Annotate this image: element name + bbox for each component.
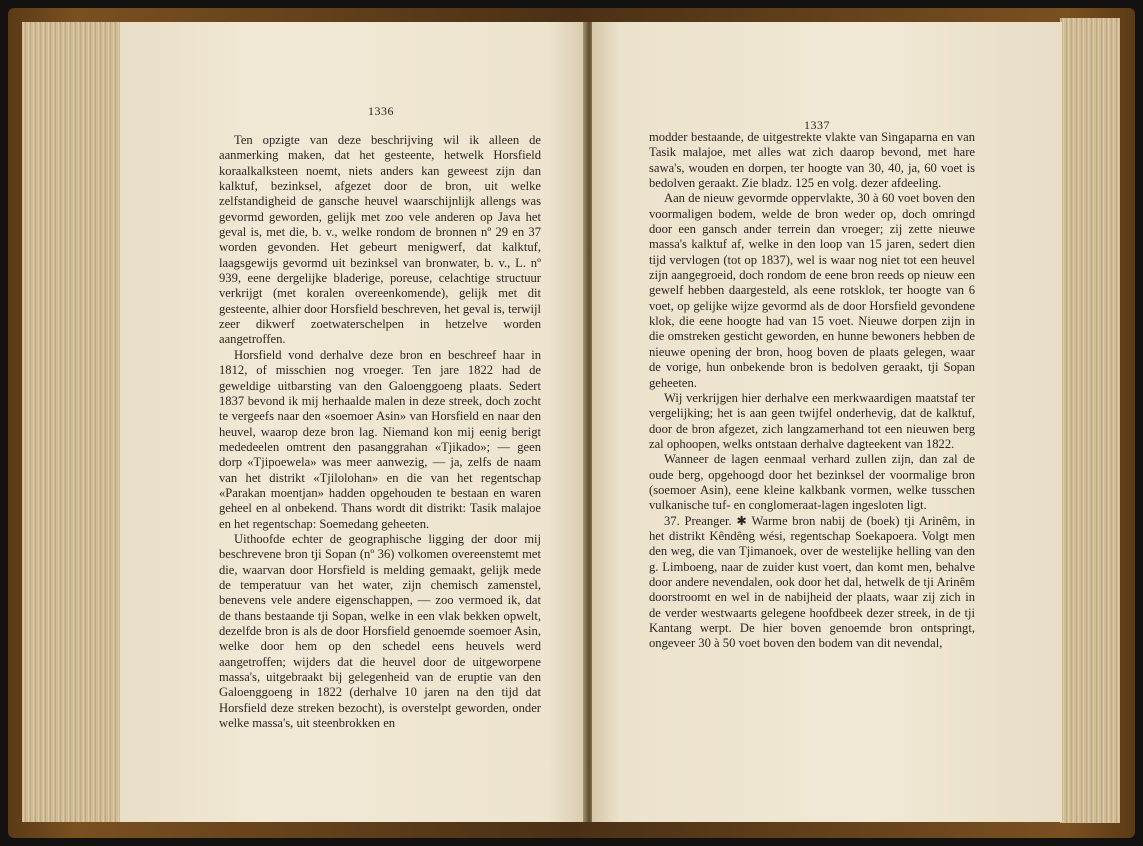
right-page — [592, 22, 1062, 822]
right-page-edges — [1060, 18, 1120, 823]
paragraph: Horsfield vond derhalve deze bron en beschreef haar in 1812, of misschien nog vroeger. Ten jare 1822 had de geweldige uitbarsting van den Galoenggoeng plaats. Sedert 1837 bevond ik mij herhaalde malen in deze streek, doch zocht te vergeefs naar den «soemoer Asin» van Horsfield en naar den heuvel, waarop deze bron lag. Niemand kon mij eenig berigt mededeelen omtrent den pasanggrahan «Tjikado»; — geen dorp «Tjipoewela» was meer aanwezig, — ja, zelfs de naam van het distrikt «Tjilolohan» en die van het regentschap «Parakan moentjan» hadden opgehouden te bestaan en waren geheel en al onbekend. Thans wordt dit distrikt: Tasik malajoe en het regentschap: Soemedang geheeten. — [219, 347, 541, 531]
paragraph: Wij verkrijgen hier derhalve een merkwaardigen maatstaf ter vergelijking; het is aan geen twijfel onderhevig, dat de kalktuf, door de bron afgezet, zich langzamerhand tot een nieuwen berg zal ophoopen, welks ontstaan derhalve dagteekent van 1822. — [649, 390, 975, 451]
left-page — [120, 22, 585, 822]
paragraph: Ten opzigte van deze beschrijving wil ik alleen de aanmerking maken, dat het gesteente, hetwelk Horsfield koraalkalksteen noemt, niets anders kan geweest zijn dan kalktuf, bezinksel, afgezet door de bron, uit welke zelfstandigheid de gansche heuvel waarschijnlijk allengs was gevormd geworden, gelijk met zoo vele anderen op Java het geval is, met die, b. v., welke rondom de bronnen nº 29 en 37 worden gevonden. Het gebeurt menigwerf, dat kalktuf, laagsgewijs gevormd uit bezinksel van bronwater, b. v., L. nº 939, eene dergelijke bladerige, poreuse, celachtige structuur verkrijgt (met koralen overeenkomende), gelijk met dit gesteente, alhier door Horsfield beschreven, het geval is, terwijl zeer dikwerf zoetwaterschelpen in hetzelve worden aangetroffen. — [219, 133, 541, 347]
paragraph: 37. Preanger. ✱ Warme bron nabij de (boek) tji Arinêm, in het distrikt Kêndêng wési, regentschap Soekapoera. Volgt men den weg, die van Tjimanoek, over de westelijke helling van den g. Limboeng, naar de zuider kust voert, dan komt men, behalve door andere nevendalen, ook door het dal, hetwelk de tji Arinêm doorstroomt en wel in de nabijheid der plaats, waar zij zich in de verder westwaarts gelegene hoofdbeek dezer streek, in de tji Kantang werpt. De hier boven genoemde bron ontspringt, ongeveer 30 à 50 voet boven den bodem van dit nevendal, — [649, 513, 975, 651]
paragraph: Uithoofde echter de geographische ligging der door mij beschrevene bron tji Sopan (nº 36) volkomen overeenstemt met die, waarvan door Horsfield is melding gemaakt, gelijk mede de temperatuur van het water, zijn chemisch zamenstel, benevens vele andere eigenschappen, — zoo vermoed ik, dat de thans bestaande tji Sopan, welke in een vlak bekken opwelt, dezelfde bron is als de door Horsfield genoemde soemoer Asin, welke door hem op den schedel eens heuvels werd aangetroffen; wijders dat die heuvel door de uitgeworpene massa's, uitgebraakt bij gelegenheid van de eruptie van den Galoenggoeng in 1822 (derhalve 10 jaren na den tijd dat Horsfield deze streken bezocht), is overstelpt geworden, onder welke massa's, uit steenbrokken en — [219, 531, 541, 731]
paragraph: Wanneer de lagen eenmaal verhard zullen zijn, dan zal de oude berg, opgehoogd door het bezinksel der voormalige bron (soemoer Asin), eene kleine kalkbank vormen, welke tusschen vulkanische tuf- en conglomeraat-lagen ingesloten ligt. — [649, 452, 975, 513]
left-page-edges — [22, 22, 122, 822]
paragraph: Aan de nieuw gevormde oppervlakte, 30 à 60 voet boven den voormaligen bodem, welde de bron weder op, doch omringd door een gansch ander terrein dan vroeger; zij zette nieuwe massa's kalktuf af, welke in den loop van 15 jaren, sedert dien tijd vervlogen (tot op 1837), wel is waar nog niet tot een heuvel zijn aangegroeid, doch rondom de eene bron reeds op nieuw een gewelf hebben daargesteld, als eene rotsklok, ter hoogte van 6 voet, op gelijke wijze gevormd als de door Horsfield gevondene klok, die eene hoogte had van 15 voet. Nieuwe dorpen zijn in die omstreken gesticht geworden, en hunne bewoners hebben de nieuwe opening der bron, hoog boven de plaats gelegen, waar de vorige, hun onbekende bron is bedolven geraakt, tji Sopan geheeten. — [649, 191, 975, 390]
right-page-text — [649, 130, 975, 652]
right-page-number: 1337 — [804, 118, 830, 132]
left-page-number: 1336 — [368, 104, 394, 118]
left-page-text — [219, 133, 541, 731]
paragraph: modder bestaande, de uitgestrekte vlakte van Singaparna en van Tasik malajoe, met alles wat zich daarop bevond, met hare sawa's, wouden en dorpen, ter hoogte van 30, 40, ja, 60 voet is bedolven geraakt. Zie bladz. 125 en volg. dezer afdeeling. — [649, 130, 975, 191]
